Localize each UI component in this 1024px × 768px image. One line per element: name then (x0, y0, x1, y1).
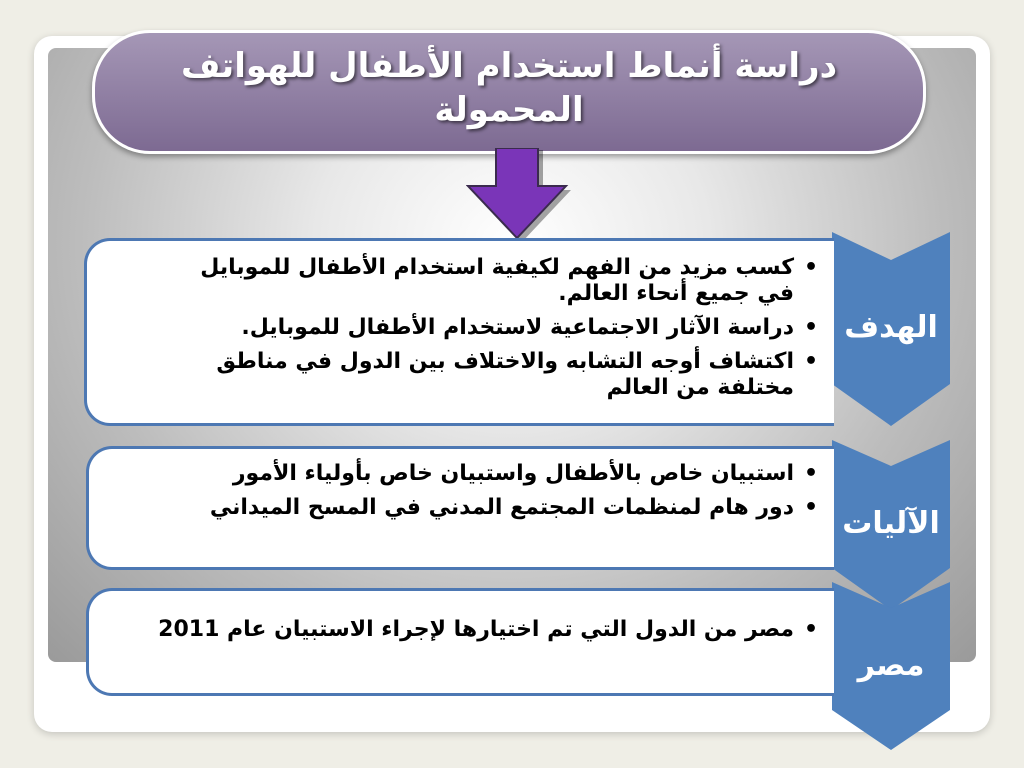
section-label-egypt: مصر (857, 648, 925, 683)
slide-title (149, 44, 869, 132)
mechanisms-bullet-2: • دور هام لمنظمات المجتمع المدني في المسح الميداني (95, 495, 820, 521)
slide-title-line-1: دراسة أنماط استخدام الأطفال للهواتف (180, 46, 838, 86)
section-label-goal: الهدف (844, 310, 938, 345)
down-arrow-icon (466, 148, 572, 242)
goal-bullet-3: • اكتشاف أوجه التشابه والاختلاف بين الدول في مناطق مختلفة من العالم (177, 349, 820, 401)
goal-bullet-list (177, 255, 820, 401)
egypt-content-box (86, 588, 834, 696)
mechanisms-bullet-1: • استبيان خاص بالأطفال واستبيان خاص بأولياء الأمور (95, 461, 820, 487)
slide-title-line-2: المحمولة (434, 90, 584, 130)
egypt-bullet-1: • مصر من الدول التي تم اختيارها لإجراء الاستبيان عام 2011 (95, 617, 820, 643)
goal-bullet-2: • دراسة الآثار الاجتماعية لاستخدام الأطفال للموبايل. (177, 315, 820, 341)
title-banner (92, 30, 926, 154)
egypt-bullet-list (95, 617, 820, 643)
section-label-mechanisms: الآليات (842, 506, 940, 541)
mechanisms-bullet-list (95, 461, 820, 521)
mechanisms-content-box (86, 446, 834, 570)
goal-bullet-1: • كسب مزيد من الفهم لكيفية استخدام الأطفال للموبايل في جميع أنحاء العالم. (177, 255, 820, 307)
goal-content-box (84, 238, 834, 426)
